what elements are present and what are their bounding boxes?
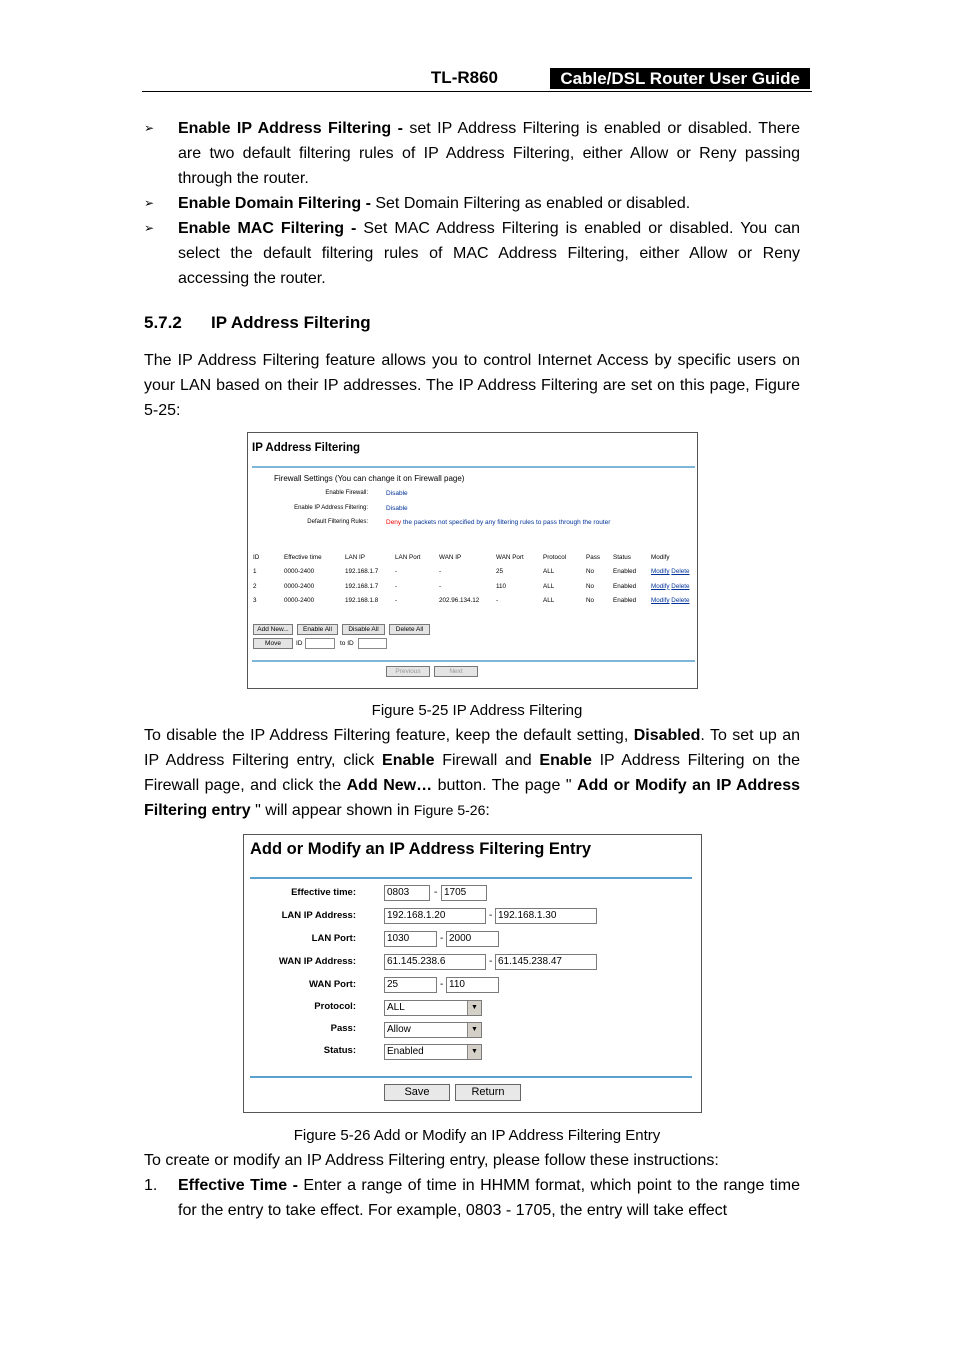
header-title: Cable/DSL Router User Guide (550, 68, 810, 89)
header-model: TL-R860 (430, 68, 498, 87)
lan-ip-label: LAN IP Address: (281, 910, 356, 921)
deny-desc: the packets not specified by any filtering rules to pass through the router (401, 519, 611, 526)
pass-label: Pass: (330, 1023, 356, 1034)
protocol-label: Protocol: (314, 1001, 356, 1012)
arrow-bullet-icon: ➢ (144, 221, 155, 235)
enable-firewall-value: Disable (386, 490, 408, 497)
chevron-down-icon[interactable]: ▼ (467, 1001, 481, 1015)
cell: Enabled (613, 597, 637, 605)
section-heading (144, 313, 371, 333)
bullet-domain-filtering (144, 191, 800, 216)
pass-select[interactable] (384, 1022, 482, 1038)
status-label: Status: (323, 1045, 356, 1056)
move-to-id-label: to ID (340, 640, 354, 647)
cell: 192.168.1.7 (345, 582, 379, 590)
range-dash: - (489, 910, 493, 921)
fig1-title: IP Address Filtering (252, 442, 360, 454)
previous-button[interactable]: Previous (386, 666, 430, 677)
wan-ip-from-input[interactable]: 61.145.238.6 (384, 954, 486, 970)
default-rules-value (386, 519, 610, 526)
bullet-term: Enable IP Address Filtering - (178, 120, 403, 137)
cell (651, 565, 695, 580)
bullet-desc: Set Domain Filtering as enabled or disabled. (370, 195, 691, 212)
cell: - (395, 582, 398, 590)
divider (250, 1076, 692, 1078)
delete-link[interactable]: Delete (671, 597, 690, 605)
lan-port-from-input[interactable]: 1030 (384, 931, 437, 947)
deny-text: Deny (386, 519, 402, 526)
col-wan-ip: WAN IP (439, 553, 462, 561)
lan-ip-from-input[interactable]: 192.168.1.20 (384, 908, 486, 924)
text-run: button. The page " (432, 777, 578, 794)
fig2-title: Add or Modify an IP Address Filtering Entry (250, 840, 592, 858)
return-button[interactable]: Return (455, 1084, 521, 1101)
cell: ALL (543, 568, 555, 576)
move-button[interactable]: Move (253, 638, 293, 649)
text-run: IP Address Filtering on the Firewall page, and click the (144, 752, 801, 794)
range-dash: - (489, 956, 493, 967)
step-desc: Enter a range of time in HHMM format, which point to the range time for the entry to take effect. For example, 0803 - 1705, the entry will take effect (178, 1177, 800, 1219)
move-to-id-input[interactable] (358, 638, 387, 649)
cell: 0000-2400 (284, 568, 315, 576)
cell: 110 (496, 582, 507, 590)
modify-link[interactable]: Modify (651, 597, 670, 605)
figure-caption: Figure 5-25 IP Address Filtering (371, 702, 583, 719)
table-row (253, 594, 695, 609)
table-row (253, 565, 695, 580)
page-header (142, 68, 812, 92)
bold-run: Enable (382, 752, 435, 769)
wan-ip-label: WAN IP Address: (278, 956, 356, 967)
firewall-settings-heading: Firewall Settings (You can change it on Firewall page) (274, 474, 465, 483)
cell: 3 (253, 597, 257, 605)
cell: - (395, 568, 398, 576)
move-id-label: ID (296, 640, 303, 647)
ip-filtering-screenshot (247, 432, 698, 689)
col-id: ID (253, 553, 260, 561)
wan-port-from-input[interactable]: 25 (384, 977, 437, 993)
cell (651, 594, 695, 609)
range-dash: - (434, 887, 438, 898)
protocol-select[interactable] (384, 1000, 482, 1016)
cell: ALL (543, 597, 555, 605)
cell: - (496, 597, 499, 605)
step-1 (144, 1173, 800, 1223)
cell: No (586, 582, 595, 590)
cell: 1 (253, 568, 257, 576)
enable-firewall-label: Enable Firewall: (325, 490, 368, 496)
text-run: . To set up an IP Address Filtering entry, click (144, 727, 800, 769)
delete-link[interactable]: Delete (671, 582, 690, 590)
range-dash: - (440, 979, 444, 990)
bullet-ip-filtering (144, 116, 800, 191)
step-term: Effective Time - (178, 1177, 298, 1194)
delete-all-button[interactable]: Delete All (389, 624, 430, 635)
intro-paragraph: The IP Address Filtering feature allows you to control Internet Access by specific users on your LAN based on their IP addresses. The IP Address Filtering are set on this page, Figure 5-25: (144, 352, 800, 419)
arrow-bullet-icon: ➢ (144, 196, 155, 210)
wan-port-to-input[interactable]: 110 (446, 977, 499, 993)
lan-port-label: LAN Port: (311, 933, 356, 944)
add-new-button[interactable]: Add New... (253, 624, 293, 635)
wan-port-label: WAN Port: (309, 979, 356, 990)
cell: 202.96.134.12 (439, 597, 480, 605)
cell: 0000-2400 (284, 582, 315, 590)
disable-all-button[interactable]: Disable All (342, 624, 385, 635)
figure-ref: Figure 5-26 (413, 802, 486, 818)
cell: - (395, 597, 398, 605)
modify-link[interactable]: Modify (651, 582, 670, 590)
lan-port-to-input[interactable]: 2000 (446, 931, 499, 947)
divider (252, 660, 695, 662)
cell: 2 (253, 582, 257, 590)
move-from-id-input[interactable] (305, 638, 335, 649)
save-button[interactable]: Save (384, 1084, 450, 1101)
effective-time-from-input[interactable]: 0803 (384, 885, 430, 901)
add-modify-entry-screenshot (243, 834, 702, 1113)
text-run: To disable the IP Address Filtering feature, keep the default setting, (144, 727, 634, 744)
cell: Enabled (613, 582, 637, 590)
section-number: 5.7.2 (144, 313, 182, 332)
instructions-intro: To create or modify an IP Address Filtering entry, please follow these instructions: (144, 1152, 719, 1169)
cell: 192.168.1.7 (345, 568, 379, 576)
text-run: Firewall and (434, 752, 540, 769)
lan-ip-to-input[interactable]: 192.168.1.30 (495, 908, 597, 924)
effective-time-label: Effective time: (291, 887, 356, 898)
filter-rules-table (253, 550, 695, 608)
bullet-mac-filtering (144, 216, 800, 291)
protocol-value: ALL (387, 1002, 405, 1013)
bold-run: Enable (539, 752, 592, 769)
col-effective-time: Effective time (284, 553, 322, 561)
section-title: IP Address Filtering (211, 313, 371, 332)
col-status: Status (613, 553, 631, 561)
figure-caption: Figure 5-26 Add or Modify an IP Address Filtering Entry (293, 1127, 661, 1144)
col-lan-ip: LAN IP (345, 553, 365, 561)
status-value: Enabled (387, 1046, 424, 1057)
pass-value: Allow (387, 1024, 411, 1035)
delete-link[interactable]: Delete (671, 568, 690, 576)
disable-paragraph (144, 723, 800, 823)
step-number: 1. (144, 1177, 158, 1194)
bold-run: Disabled (633, 727, 701, 744)
cell: No (586, 568, 595, 576)
cell: 0000-2400 (284, 597, 315, 605)
table-header (253, 550, 695, 565)
default-rules-label: Default Filtering Rules: (307, 519, 368, 525)
chevron-down-icon[interactable]: ▼ (467, 1023, 481, 1037)
cell: Enabled (613, 568, 637, 576)
text-run: : (485, 802, 490, 819)
bold-run: Add New… (346, 777, 433, 794)
chevron-down-icon[interactable]: ▼ (467, 1045, 481, 1059)
col-pass: Pass (586, 553, 600, 561)
bullet-desc: set IP Address Filtering is enabled or disabled. There are two default filtering rules of IP Address Filtering, either Allow or Reny passing through the router. (178, 120, 800, 187)
col-protocol: Protocol (543, 553, 567, 561)
effective-time-to-input[interactable]: 1705 (441, 885, 487, 901)
status-select[interactable] (384, 1044, 482, 1060)
cell: ALL (543, 582, 555, 590)
bold-run: Add or Modify an IP Address Filtering entry (144, 777, 801, 819)
bullet-term: Enable Domain Filtering - (178, 195, 371, 212)
text-run: " will appear shown in (250, 802, 414, 819)
table-row (253, 579, 695, 594)
enable-ip-filtering-label: Enable IP Address Filtering: (294, 505, 368, 511)
cell: No (586, 597, 595, 605)
cell: 25 (496, 568, 504, 576)
enable-all-button[interactable]: Enable All (297, 624, 338, 635)
col-modify: Modify (651, 553, 670, 561)
bullet-desc: Set MAC Address Filtering is enabled or disabled. You can select the default filtering rules of MAC Address Filtering, either Allow or Reny accessing the router. (178, 220, 800, 287)
range-dash: - (440, 933, 444, 944)
col-wan-port: WAN Port (496, 553, 524, 561)
bullet-term: Enable MAC Filtering - (178, 220, 357, 237)
divider (252, 466, 695, 468)
next-button[interactable]: Next (434, 666, 478, 677)
arrow-bullet-icon: ➢ (144, 121, 155, 135)
cell: 192.168.1.8 (345, 597, 379, 605)
wan-ip-to-input[interactable]: 61.145.238.47 (495, 954, 597, 970)
col-lan-port: LAN Port (395, 553, 421, 561)
modify-link[interactable]: Modify (651, 568, 670, 576)
divider (250, 877, 692, 879)
enable-ip-filtering-value: Disable (386, 505, 408, 512)
cell: - (439, 568, 442, 576)
cell: - (439, 582, 442, 590)
cell (651, 579, 695, 594)
